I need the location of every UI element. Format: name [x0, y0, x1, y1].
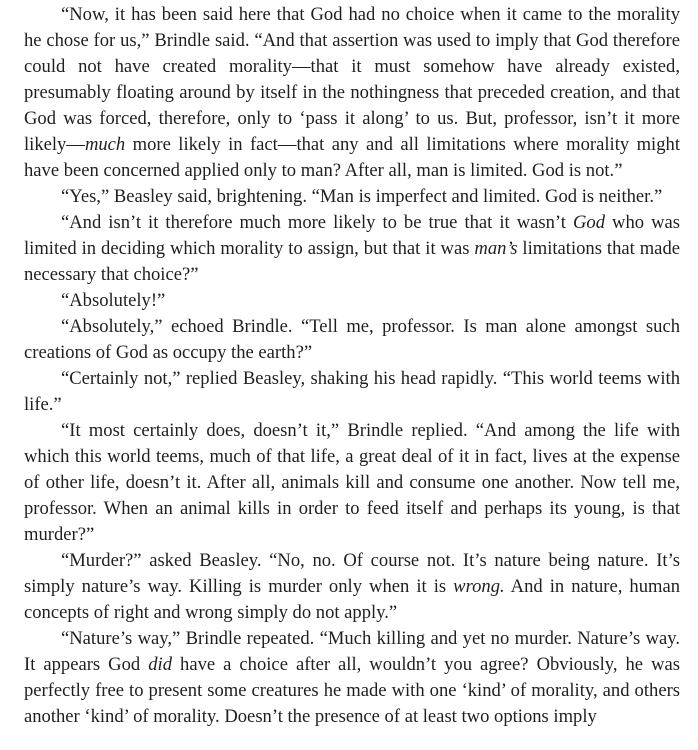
italic-text: man’s	[474, 238, 518, 259]
text-run: “Absolutely!”	[61, 290, 166, 311]
paragraph	[24, 314, 680, 366]
paragraph	[24, 548, 680, 626]
italic-text: God	[572, 212, 605, 233]
paragraph	[24, 626, 680, 730]
paragraph	[24, 184, 680, 210]
text-run: “And isn’t it therefore much more likely to be true that it wasn’t	[61, 212, 573, 233]
text-run: “Murder?” asked Beasley. “No, no. Of course not. It’s nature being nature. It’s simply nature’s way. Killing is murder only when it is	[24, 550, 680, 597]
italic-text: did	[148, 654, 172, 675]
text-run: “Absolutely,” echoed Brindle. “Tell me, professor. Is man alone amongst such creations of God as occupy the earth?”	[24, 316, 680, 363]
paragraph	[24, 366, 680, 418]
text-run: limitations that made necessary that choice?”	[24, 238, 680, 285]
paragraph	[24, 2, 680, 184]
text-run: “Certainly not,” replied Beasley, shaking his head rapidly. “This world teems with life.”	[24, 368, 680, 415]
text-run: more likely in fact—that any and all limitations where morality might have been concerned applied only to man? After all, man is limited. God is not.”	[24, 134, 680, 181]
text-run: “Now, it has been said here that God had no choice when it came to the morality he chose for us,” Brindle said. “And that assertion was used to imply that God therefore could not have created morality—that it must somehow have already existed, presumably floating around by itself in the nothingness that preceded creation, and that God was forced, therefore, only to ‘pass it along’ to us. But, professor, isn’t it more likely—	[24, 4, 680, 155]
paragraph	[24, 418, 680, 548]
paragraph	[24, 288, 680, 314]
document-page	[24, 2, 680, 730]
text-run: “It most certainly does, doesn’t it,” Brindle replied. “And among the life with which this world teems, much of that life, a great deal of it in fact, lives at the expense of other life, doesn’t it. After all, animals kill and consume one another. Now tell me, professor. When an animal kills in order to feed itself and perhaps its young, is that murder?”	[24, 420, 680, 545]
text-run: have a choice after all, wouldn’t you agree? Obviously, he was perfectly free to present some creatures he made with one ‘kind’ of morality, and others another ‘kind’ of morality. Doesn’t the presence of at least two options imply	[24, 654, 680, 727]
text-run: “Nature’s way,” Brindle repeated. “Much killing and yet no murder. Nature’s way. It appears God	[24, 628, 680, 675]
text-run: And in nature, human concepts of right and wrong simply do not apply.”	[24, 576, 681, 623]
italic-text: much	[84, 134, 126, 155]
text-run: who was limited in deciding which morality to assign, but that it was	[24, 212, 680, 259]
italic-text: wrong.	[453, 576, 505, 597]
text-run: “Yes,” Beasley said, brightening. “Man is imperfect and limited. God is neither.”	[61, 186, 663, 207]
paragraph	[24, 210, 680, 288]
